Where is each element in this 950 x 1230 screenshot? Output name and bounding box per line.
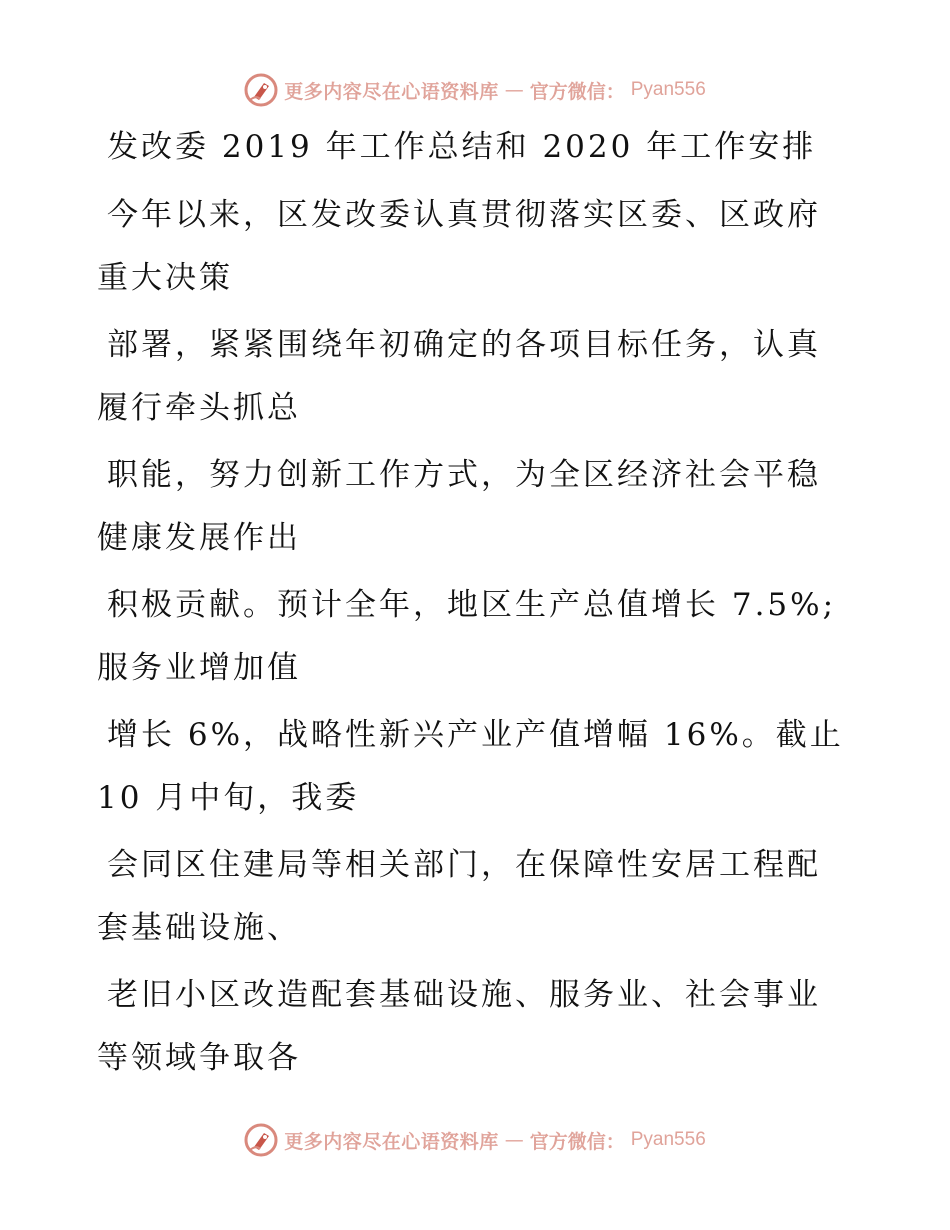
paragraph <box>97 704 844 830</box>
paragraph <box>97 444 837 570</box>
header-watermark <box>0 70 950 110</box>
watermark-wechat-label: 官方微信： <box>529 80 625 103</box>
paragraph-line: 老旧小区改造配套基础设施、服务业、社会事业 <box>107 977 821 1013</box>
document-body <box>97 120 844 1094</box>
paragraph <box>97 574 837 700</box>
watermark-text: 更多内容尽在心语资料库 <box>284 1130 499 1153</box>
paragraph-line: 重大决策 <box>97 260 233 296</box>
watermark-separator: — <box>504 1129 524 1151</box>
document-title: 发改委 2019 年工作总结和 2020 年工作安排 <box>107 129 817 165</box>
footer-watermark <box>0 1120 950 1160</box>
paragraph-line: 等领域争取各 <box>97 1040 301 1076</box>
paragraph <box>97 834 837 960</box>
paragraph <box>97 964 837 1090</box>
paragraph-line: 履行牵头抓总 <box>97 390 301 426</box>
watermark-wechat-id: Pyan556 <box>630 79 706 100</box>
paragraph-line: 增长 6%，战略性新兴产业产值增幅 16%。截止 <box>107 717 844 753</box>
watermark-text: 更多内容尽在心语资料库 <box>284 80 499 103</box>
paragraph-line: 部署，紧紧围绕年初确定的各项目标任务，认真 <box>107 327 821 363</box>
paragraph-line: 职能，努力创新工作方式，为全区经济社会平稳 <box>107 457 821 493</box>
paragraph <box>97 184 837 310</box>
watermark-separator: — <box>504 79 524 101</box>
paragraph-line: 套基础设施、 <box>97 910 301 946</box>
pen-nib-logo-icon <box>244 73 278 107</box>
watermark-wechat-label: 官方微信： <box>529 1130 625 1153</box>
pen-nib-logo-icon <box>244 1123 278 1157</box>
paragraph-line: 今年以来，区发改委认真贯彻落实区委、区政府 <box>107 197 821 233</box>
paragraph-line: 服务业增加值 <box>97 650 301 686</box>
paragraph <box>97 314 837 440</box>
paragraph-line: 健康发展作出 <box>97 520 301 556</box>
paragraph-line: 10 月中旬，我委 <box>97 780 360 816</box>
watermark-wechat-id: Pyan556 <box>630 1129 706 1150</box>
paragraph-line: 积极贡献。预计全年，地区生产总值增长 7.5%; <box>107 587 837 623</box>
paragraph-line: 会同区住建局等相关部门，在保障性安居工程配 <box>107 847 821 883</box>
